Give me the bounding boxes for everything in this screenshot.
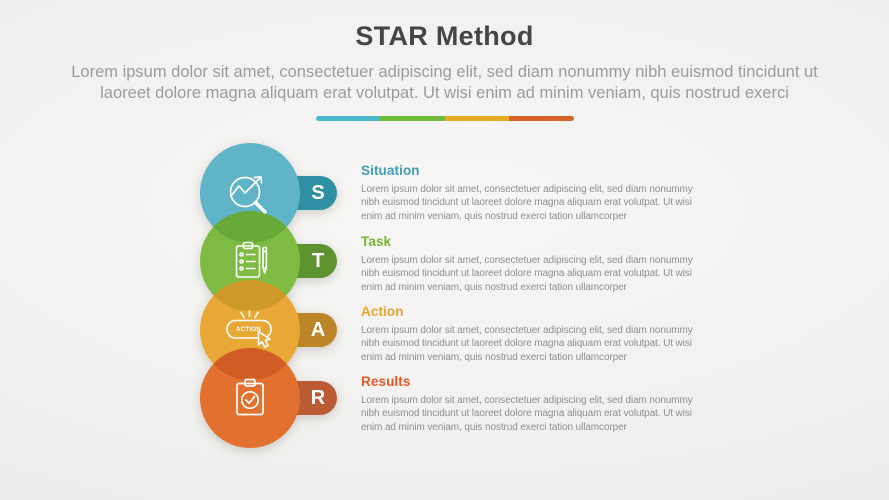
- badge-letter-t: T: [311, 250, 325, 272]
- page-subtitle: Lorem ipsum dolor sit amet, consectetuer adipiscing elit, sed diam nonummy nibh euismod tincidunt ut laoreet dolore magna aliquam erat volutpat. Ut wisi enim ad minim veniam, quis nostrud exerci: [71, 63, 818, 103]
- page-title: STAR Method: [355, 21, 534, 51]
- step-title: Situation: [361, 163, 420, 178]
- step-block-results: [361, 374, 698, 434]
- divider-segment-yellow: [445, 116, 510, 121]
- step-title: Results: [361, 374, 411, 389]
- step-title: Action: [361, 304, 404, 319]
- action-button-label: ACTION: [236, 326, 261, 334]
- accent-divider: [316, 116, 574, 121]
- star-circles-graphic: [180, 140, 350, 460]
- divider-segment-teal: [316, 116, 381, 121]
- divider-segment-orange: [509, 116, 574, 121]
- step-title: Task: [361, 234, 392, 249]
- step-description: Lorem ipsum dolor sit amet, consectetuer adipiscing elit, sed diam nonummy nibh euismod tincidunt ut laoreet dolore magna aliquam erat volutpat. Ut wisi enim ad minim veniam, quis nostrud exerci tation ullamcorper: [361, 325, 693, 363]
- divider-segment-green: [380, 116, 445, 121]
- step-description: Lorem ipsum dolor sit amet, consectetuer adipiscing elit, sed diam nonummy nibh euismod tincidunt ut laoreet dolore magna aliquam erat volutpat. Ut wisi enim ad minim veniam, quis nostrud exerci tation ullamcorper: [361, 255, 693, 293]
- step-description: Lorem ipsum dolor sit amet, consectetuer adipiscing elit, sed diam nonummy nibh euismod tincidunt ut laoreet dolore magna aliquam erat volutpat. Ut wisi enim ad minim veniam, quis nostrud exerci tation ullamcorper: [361, 395, 693, 433]
- step-block-action: [361, 304, 698, 364]
- badge-letter-r: R: [310, 387, 326, 409]
- step-block-situation: [361, 163, 698, 223]
- badge-letter-a: A: [310, 319, 326, 341]
- step-block-task: [361, 234, 698, 294]
- step-description: Lorem ipsum dolor sit amet, consectetuer adipiscing elit, sed diam nonummy nibh euismod tincidunt ut laoreet dolore magna aliquam erat volutpat. Ut wisi enim ad minim veniam, quis nostrud exerci tation ullamcorper: [361, 184, 693, 222]
- badge-letter-s: S: [311, 182, 325, 204]
